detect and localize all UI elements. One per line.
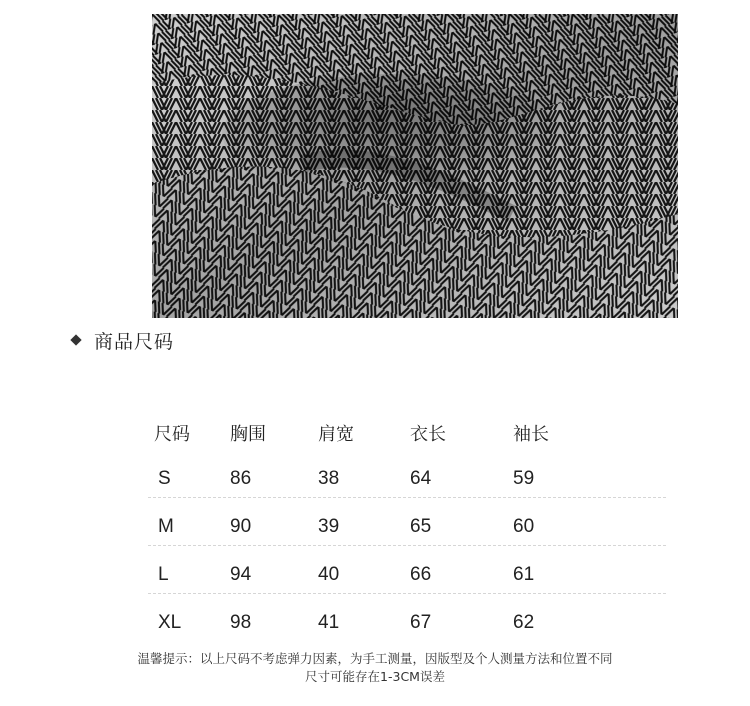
cell-size: S — [158, 468, 171, 489]
fabric-photo — [152, 14, 678, 318]
cell-chest: 90 — [230, 516, 252, 537]
table-header-row — [148, 412, 666, 450]
cell-length: 67 — [410, 612, 432, 633]
note-line-2: 尺寸可能存在1-3CM误差 — [305, 669, 445, 684]
cell-chest: 98 — [230, 612, 252, 633]
cell-sleeve: 61 — [513, 564, 535, 585]
cell-sleeve: 60 — [513, 516, 535, 537]
table-row — [148, 450, 666, 498]
size-table — [148, 412, 666, 642]
table-row — [148, 498, 666, 546]
header-size: 尺码 — [154, 424, 190, 445]
header-length: 衣长 — [410, 424, 446, 445]
header-sleeve: 袖长 — [513, 424, 549, 445]
note-line-1: 温馨提示：以上尺码不考虑弹力因素，为手工测量，因版型及个人测量方法和位置不同 — [137, 651, 613, 666]
herringbone-pattern — [152, 14, 678, 318]
cell-shoulder: 41 — [318, 612, 340, 633]
cell-length: 66 — [410, 564, 432, 585]
table-row — [148, 594, 666, 642]
cell-sleeve: 62 — [513, 612, 535, 633]
size-note — [0, 650, 750, 686]
cell-sleeve: 59 — [513, 468, 535, 489]
cell-shoulder: 39 — [318, 516, 340, 537]
header-shoulder: 肩宽 — [318, 424, 354, 445]
cell-size: L — [158, 564, 169, 585]
cell-chest: 94 — [230, 564, 252, 585]
cell-shoulder: 38 — [318, 468, 340, 489]
table-row — [148, 546, 666, 594]
cell-length: 65 — [410, 516, 432, 537]
cell-shoulder: 40 — [318, 564, 340, 585]
diamond-bullet-icon — [70, 334, 81, 345]
cell-size: M — [158, 516, 174, 537]
cell-length: 64 — [410, 468, 432, 489]
cell-size: XL — [158, 612, 182, 633]
cell-chest: 86 — [230, 468, 252, 489]
section-title: 商品尺码 — [94, 330, 175, 353]
section-heading — [70, 328, 174, 352]
header-chest: 胸围 — [230, 424, 266, 445]
